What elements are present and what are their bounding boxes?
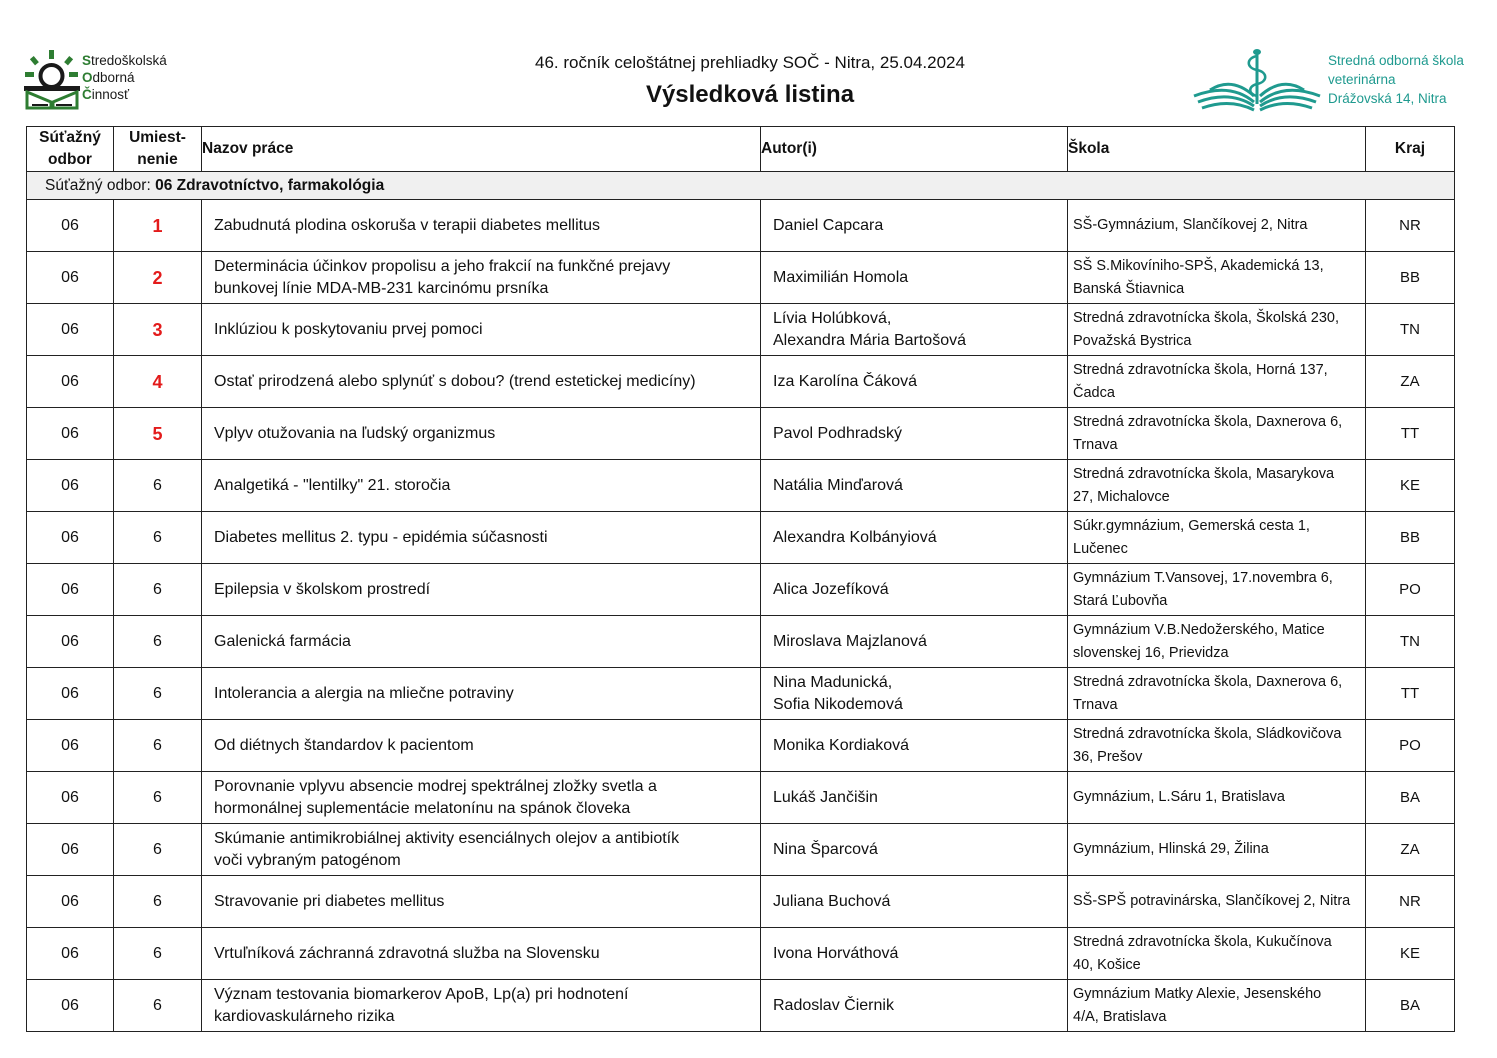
cell-nazov-line: Determinácia účinkov propolisu a jeho frakcií na funkčné prejavy — [214, 257, 671, 275]
cell-nazov-line: bunkovej línie MDA-MB-231 karcinómu prsníka — [214, 279, 549, 297]
cell-nazov-line: Vplyv otužovania na ľudský organizmus — [214, 424, 496, 442]
cell-autor-line: Monika Kordiaková — [773, 736, 910, 754]
cell-autor — [761, 616, 1068, 668]
sos-veterinarna-logo-icon — [1190, 46, 1324, 112]
cell-nazov — [202, 512, 761, 564]
cell-kraj: TN — [1366, 616, 1455, 668]
cell-kraj: KE — [1366, 460, 1455, 512]
cell-nazov-line: Porovnanie vplyvu absencie modrej spektrálnej zložky svetla a — [214, 777, 657, 795]
cell-skola-line: SŠ-SPŠ potravinárska, Slančíkovej 2, Nitra — [1073, 893, 1351, 910]
cell-autor — [761, 720, 1068, 772]
cell-odbor: 06 — [27, 512, 114, 564]
cell-nazov-line: Diabetes mellitus 2. typu - epidémia súčasnosti — [214, 528, 548, 546]
cell-umiestnenie: 6 — [114, 928, 202, 980]
cell-odbor: 06 — [27, 252, 114, 304]
cell-nazov-line: hormonálnej suplementácie melatonínu na spánok človeka — [214, 799, 631, 817]
cell-nazov — [202, 928, 761, 980]
cell-odbor: 06 — [27, 460, 114, 512]
cell-autor — [761, 304, 1068, 356]
cell-skola-line: Stredná zdravotnícka škola, Školská 230, — [1073, 310, 1339, 326]
soc-logo-icon — [24, 48, 80, 110]
cell-nazov-line: Galenická farmácia — [214, 632, 351, 650]
cell-kraj: KE — [1366, 928, 1455, 980]
cell-skola — [1068, 616, 1366, 668]
cell-autor — [761, 460, 1068, 512]
cell-kraj: BB — [1366, 252, 1455, 304]
cell-skola-line: 40, Košice — [1073, 956, 1141, 973]
soc-logo-line-1-text: tredoškolská — [91, 53, 167, 68]
school-logo-text — [1328, 51, 1464, 108]
table-row — [27, 252, 1455, 304]
cell-skola — [1068, 668, 1366, 720]
cell-skola-line: Gymnázium Matky Alexie, Jesenského — [1073, 986, 1322, 1002]
soc-logo-line-1: Stredoškolská — [82, 53, 167, 68]
cell-kraj: BB — [1366, 512, 1455, 564]
cell-autor-line: Lívia Holúbková, — [773, 309, 892, 327]
cell-skola-line: Považská Bystrica — [1073, 332, 1192, 349]
cell-skola — [1068, 564, 1366, 616]
cell-kraj: NR — [1366, 200, 1455, 252]
cell-autor — [761, 356, 1068, 408]
cell-skola-line: 36, Prešov — [1073, 748, 1143, 765]
cell-autor-line: Alexandra Mária Bartošová — [773, 331, 966, 349]
cell-autor-line: Ivona Horváthová — [773, 944, 899, 962]
cell-odbor: 06 — [27, 564, 114, 616]
cell-skola-line: slovenskej 16, Prievidza — [1073, 644, 1229, 661]
cell-autor-line: Pavol Podhradský — [773, 424, 902, 442]
results-table — [26, 126, 1455, 1032]
cell-skola-line: Trnava — [1073, 436, 1118, 453]
cell-nazov-line: Ostať prirodzená alebo splynúť s dobou? (trend estetickej medicíny) — [214, 372, 696, 390]
column-header-nazov: Nazov práce — [202, 127, 761, 172]
cell-umiestnenie: 4 — [114, 356, 202, 408]
cell-nazov — [202, 564, 761, 616]
cell-skola-line: Lučenec — [1073, 540, 1128, 557]
table-row — [27, 356, 1455, 408]
table-row — [27, 304, 1455, 356]
column-header-skola: Škola — [1068, 127, 1366, 172]
cell-nazov-line: Skúmanie antimikrobiálnej aktivity esenciálnych olejov a antibiotík — [214, 829, 680, 847]
cell-nazov — [202, 876, 761, 928]
cell-umiestnenie: 6 — [114, 876, 202, 928]
cell-nazov — [202, 408, 761, 460]
cell-kraj: TT — [1366, 408, 1455, 460]
cell-kraj: PO — [1366, 564, 1455, 616]
table-row — [27, 876, 1455, 928]
cell-skola-line: Stará Ľubovňa — [1073, 592, 1168, 609]
table-row — [27, 564, 1455, 616]
cell-autor — [761, 564, 1068, 616]
cell-nazov — [202, 460, 761, 512]
page-title: Výsledková listina — [645, 81, 855, 108]
cell-autor — [761, 928, 1068, 980]
column-header-kraj: Kraj — [1366, 127, 1455, 172]
cell-skola-line: SŠ S.Mikovíniho-SPŠ, Akademická 13, — [1073, 258, 1324, 274]
cell-nazov-line: voči vybraným patogénom — [214, 851, 401, 869]
cell-skola — [1068, 876, 1366, 928]
cell-autor-line: Sofia Nikodemová — [773, 695, 903, 713]
cell-umiestnenie: 6 — [114, 460, 202, 512]
cell-skola-line: Čadca — [1073, 384, 1115, 401]
cell-skola-line: Gymnázium V.B.Nedožerského, Matice — [1073, 622, 1325, 638]
section-row — [27, 172, 1455, 200]
cell-autor-line: Miroslava Majzlanová — [773, 632, 927, 650]
cell-umiestnenie: 6 — [114, 668, 202, 720]
table-row — [27, 720, 1455, 772]
cell-skola-line: Gymnázium, L.Sáru 1, Bratislava — [1073, 789, 1285, 806]
cell-umiestnenie: 6 — [114, 616, 202, 668]
cell-umiestnenie: 1 — [114, 200, 202, 252]
cell-autor — [761, 252, 1068, 304]
cell-skola — [1068, 200, 1366, 252]
cell-skola-line: Stredná zdravotnícka škola, Masarykova — [1073, 466, 1335, 482]
cell-nazov-line: Epilepsia v školskom prostredí — [214, 580, 431, 598]
table-header-row — [27, 127, 1455, 172]
soc-logo-line-3: Činnosť — [82, 87, 130, 102]
table-row — [27, 668, 1455, 720]
cell-skola — [1068, 252, 1366, 304]
school-logo-line-3: Drážovská 14, Nitra — [1328, 91, 1447, 106]
cell-skola-line: Trnava — [1073, 696, 1118, 713]
cell-autor-line: Daniel Capcara — [773, 216, 884, 234]
cell-umiestnenie: 6 — [114, 772, 202, 824]
cell-skola-line: Stredná zdravotnícka škola, Sládkovičova — [1073, 726, 1342, 742]
cell-skola — [1068, 980, 1366, 1032]
cell-autor-line: Alica Jozefíková — [773, 580, 889, 598]
cell-skola — [1068, 772, 1366, 824]
cell-skola — [1068, 928, 1366, 980]
cell-nazov — [202, 772, 761, 824]
cell-skola-line: SŠ-Gymnázium, Slančíkovej 2, Nitra — [1073, 217, 1308, 234]
column-header-umiestnenie: Umiest- nenie — [114, 127, 202, 172]
cell-skola — [1068, 720, 1366, 772]
cell-autor — [761, 980, 1068, 1032]
table-row — [27, 980, 1455, 1032]
cell-odbor: 06 — [27, 200, 114, 252]
cell-skola-line: 27, Michalovce — [1073, 488, 1170, 505]
section-label: Súťažný odbor: 06 Zdravotníctvo, farmakológia — [27, 172, 1455, 200]
cell-skola — [1068, 512, 1366, 564]
cell-kraj: ZA — [1366, 356, 1455, 408]
cell-umiestnenie: 6 — [114, 824, 202, 876]
cell-autor-line: Juliana Buchová — [773, 892, 891, 910]
column-header-autor: Autor(i) — [761, 127, 1068, 172]
cell-autor-line: Nina Madunická, — [773, 673, 893, 691]
cell-nazov — [202, 668, 761, 720]
table-row — [27, 824, 1455, 876]
cell-nazov — [202, 200, 761, 252]
cell-skola-line: Stredná zdravotnícka škola, Daxnerova 6, — [1073, 414, 1343, 430]
cell-nazov-line: Intolerancia a alergia na mliečne potraviny — [214, 684, 514, 702]
cell-nazov-line: Inklúziou k poskytovaniu prvej pomoci — [214, 320, 483, 338]
section-name: 06 Zdravotníctvo, farmakológia — [155, 176, 385, 194]
table-row — [27, 460, 1455, 512]
cell-autor — [761, 876, 1068, 928]
cell-kraj: PO — [1366, 720, 1455, 772]
cell-umiestnenie: 6 — [114, 720, 202, 772]
cell-autor — [761, 200, 1068, 252]
cell-nazov-line: Analgetiká - "lentilky" 21. storočia — [214, 476, 451, 494]
cell-autor-line: Alexandra Kolbányiová — [773, 528, 937, 546]
cell-nazov — [202, 252, 761, 304]
cell-skola-line: 4/A, Bratislava — [1073, 1008, 1167, 1025]
school-logo-line-1: Stredná odborná škola — [1328, 53, 1464, 68]
cell-autor-line: Maximilián Homola — [773, 268, 909, 286]
cell-nazov-line: Stravovanie pri diabetes mellitus — [214, 892, 445, 910]
cell-nazov — [202, 720, 761, 772]
cell-skola — [1068, 460, 1366, 512]
cell-odbor: 06 — [27, 356, 114, 408]
cell-nazov — [202, 304, 761, 356]
school-logo — [1190, 46, 1480, 112]
soc-logo-text — [82, 52, 167, 103]
cell-odbor: 06 — [27, 304, 114, 356]
cell-kraj: BA — [1366, 772, 1455, 824]
cell-odbor: 06 — [27, 408, 114, 460]
cell-odbor: 06 — [27, 668, 114, 720]
soc-logo — [24, 48, 199, 110]
event-subtitle: 46. ročník celoštátnej prehliadky SOČ - Nitra, 25.04.2024 — [535, 53, 965, 72]
cell-odbor: 06 — [27, 980, 114, 1032]
cell-autor-line: Radoslav Čiernik — [773, 996, 894, 1014]
table-row — [27, 408, 1455, 460]
table-row — [27, 928, 1455, 980]
cell-skola-line: Stredná zdravotnícka škola, Daxnerova 6, — [1073, 674, 1343, 690]
cell-umiestnenie: 6 — [114, 512, 202, 564]
school-logo-line-2: veterinárna — [1328, 72, 1396, 87]
cell-autor — [761, 824, 1068, 876]
cell-umiestnenie: 2 — [114, 252, 202, 304]
cell-nazov — [202, 824, 761, 876]
table-row — [27, 616, 1455, 668]
cell-skola — [1068, 356, 1366, 408]
cell-odbor: 06 — [27, 720, 114, 772]
cell-nazov-line: Zabudnutá plodina oskoruša v terapii diabetes mellitus — [214, 216, 601, 234]
cell-autor — [761, 668, 1068, 720]
cell-nazov — [202, 356, 761, 408]
cell-autor — [761, 408, 1068, 460]
cell-kraj: BA — [1366, 980, 1455, 1032]
cell-odbor: 06 — [27, 928, 114, 980]
cell-skola-line: Stredná zdravotnícka škola, Horná 137, — [1073, 362, 1328, 378]
cell-odbor: 06 — [27, 876, 114, 928]
cell-umiestnenie: 6 — [114, 980, 202, 1032]
table-row — [27, 772, 1455, 824]
cell-nazov-line: kardiovaskulárneho rizika — [214, 1007, 395, 1025]
cell-nazov — [202, 980, 761, 1032]
document-header — [400, 52, 1100, 110]
cell-kraj: TT — [1366, 668, 1455, 720]
cell-kraj: NR — [1366, 876, 1455, 928]
table-row — [27, 200, 1455, 252]
cell-skola-line: Stredná zdravotnícka škola, Kukučínova — [1073, 934, 1332, 950]
cell-autor — [761, 772, 1068, 824]
cell-skola — [1068, 408, 1366, 460]
cell-kraj: TN — [1366, 304, 1455, 356]
cell-skola — [1068, 304, 1366, 356]
cell-nazov-line: Význam testovania biomarkerov ApoB, Lp(a) pri hodnotení — [214, 985, 629, 1003]
cell-autor — [761, 512, 1068, 564]
cell-nazov-line: Od diétnych štandardov k pacientom — [214, 736, 474, 754]
soc-logo-line-2: Odborná — [82, 70, 135, 85]
column-header-odbor: Súťažný odbor — [27, 127, 114, 172]
cell-nazov-line: Vrtuľníková záchranná zdravotná služba na Slovensku — [214, 944, 600, 962]
cell-nazov — [202, 616, 761, 668]
cell-skola-line: Banská Štiavnica — [1073, 280, 1185, 297]
cell-skola — [1068, 824, 1366, 876]
cell-odbor: 06 — [27, 772, 114, 824]
cell-autor-line: Nina Šparcová — [773, 840, 878, 858]
cell-autor-line: Iza Karolína Čáková — [773, 372, 918, 390]
cell-skola-line: Gymnázium, Hlinská 29, Žilina — [1073, 841, 1269, 858]
cell-skola-line: Gymnázium T.Vansovej, 17.novembra 6, — [1073, 570, 1333, 586]
cell-kraj: ZA — [1366, 824, 1455, 876]
cell-autor-line: Lukáš Jančišin — [773, 788, 878, 806]
cell-odbor: 06 — [27, 616, 114, 668]
cell-odbor: 06 — [27, 824, 114, 876]
cell-umiestnenie: 6 — [114, 564, 202, 616]
cell-skola-line: Súkr.gymnázium, Gemerská cesta 1, — [1073, 518, 1310, 534]
cell-umiestnenie: 5 — [114, 408, 202, 460]
cell-umiestnenie: 3 — [114, 304, 202, 356]
table-row — [27, 512, 1455, 564]
cell-autor-line: Natália Minďarová — [773, 476, 903, 494]
